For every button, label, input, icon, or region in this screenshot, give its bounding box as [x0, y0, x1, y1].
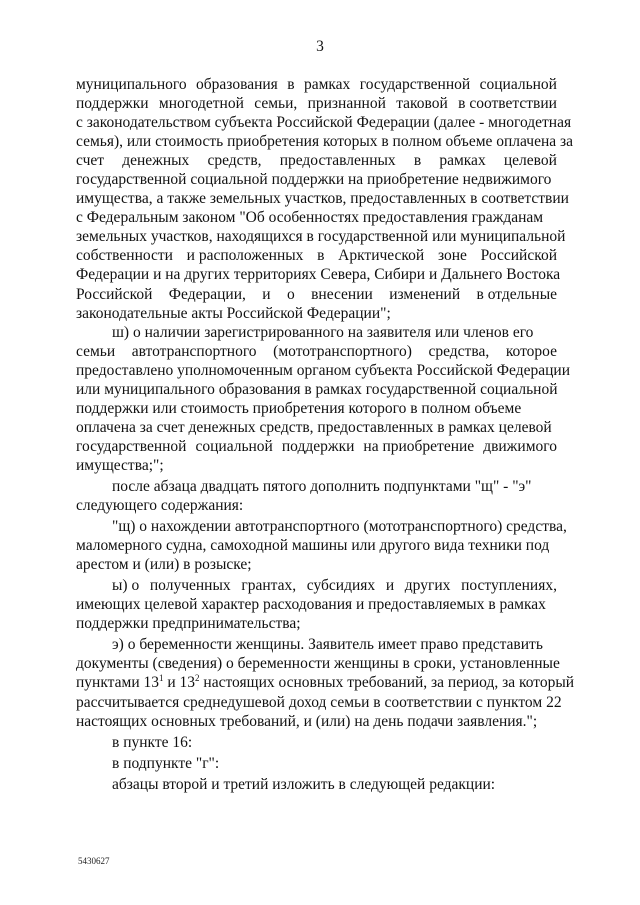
document-code: 5430627	[78, 856, 110, 866]
text-line: Российской Федерации, и о внесении изменений в отдельные	[76, 285, 557, 303]
text-line: счет денежных средств, предоставленных в рамках целевой	[76, 152, 557, 170]
text-line: имущества;";	[76, 456, 164, 474]
text-line: рассчитывается среднедушевой доход семьи в соответствии с пунктом 22	[76, 693, 562, 711]
text-line: семьи автотранспортного (мототранспортного) средства, которое	[76, 342, 557, 360]
text-line: имеющих целевой характер расходования и предоставляемых в рамках	[76, 596, 546, 614]
text-line: государственной социальной поддержки на приобретение недвижимого	[76, 171, 552, 189]
text-line: семья), или стоимость приобретения которых в полном объеме оплачена за	[76, 133, 574, 151]
text-line: настоящих основных требований, и (или) на день подачи заявления.";	[76, 712, 538, 730]
text-line: муниципального образования в рамках государственной социальной	[76, 76, 557, 93]
text-line: документы (сведения) о беременности женщины в сроки, установленные	[76, 655, 560, 673]
text-line: арестом и (или) в розыске;	[76, 556, 252, 574]
text-line: поддержки многодетной семьи, признанной таковой в соответствии	[76, 95, 557, 113]
text-line: или муниципального образования в рамках государственной социальной	[76, 380, 558, 398]
text-line: земельных участков, находящихся в государственной или муниципальной	[76, 228, 566, 246]
text-line: Федерации и на других территориях Севера, Сибири и Дальнего Востока	[76, 266, 561, 284]
text-line: законодательные акты Российской Федерации";	[76, 304, 391, 322]
text-line: э) о беременности женщины. Заявитель имеет право представить	[112, 636, 543, 654]
text-line: поддержки предпринимательства;	[76, 615, 301, 633]
text-line: собственности и расположенных в Арктической зоне Российской	[76, 247, 557, 265]
text-line: "щ) о нахождении автотранспортного (мототранспортного) средства,	[112, 518, 567, 536]
page-number: 3	[316, 38, 324, 55]
text-line: маломерного судна, самоходной машины или другого вида техники под	[76, 537, 550, 555]
text-line: предоставлено уполномоченным органом субъекта Российской Федерации	[76, 361, 571, 379]
text-line: ш) о наличии зарегистрированного на заявителя или членов его	[112, 323, 534, 341]
text-line: ы) о полученных грантах, субсидиях и других поступлениях,	[112, 577, 557, 595]
text-line: пунктами $13^1$ и $13^2$ настоящих основных требований, за период, за который	[76, 673, 575, 692]
text-line: оплачена за счет денежных средств, предоставленных в рамках целевой	[76, 418, 552, 436]
text-line: имущества, а также земельных участков, предоставленных в соответствии	[76, 190, 569, 208]
text-line: в подпункте "г":	[112, 754, 220, 772]
document-body	[76, 75, 575, 794]
text-line: после абзаца двадцать пятого дополнить подпунктами "щ" - "э"	[112, 477, 532, 495]
text-line: в пункте 16:	[112, 733, 193, 751]
text-line: государственной социальной поддержки на приобретение движимого	[76, 437, 557, 455]
text-line: абзацы второй и третий изложить в следующей редакции:	[112, 775, 496, 793]
text-line: с законодательством субъекта Российской Федерации (далее - многодетная	[76, 114, 572, 132]
text-line: с Федеральным законом "Об особенностях предоставления гражданам	[76, 209, 544, 227]
text-line: поддержки или стоимость приобретения которого в полном объеме	[76, 399, 522, 417]
text-line: следующего содержания:	[76, 497, 244, 515]
